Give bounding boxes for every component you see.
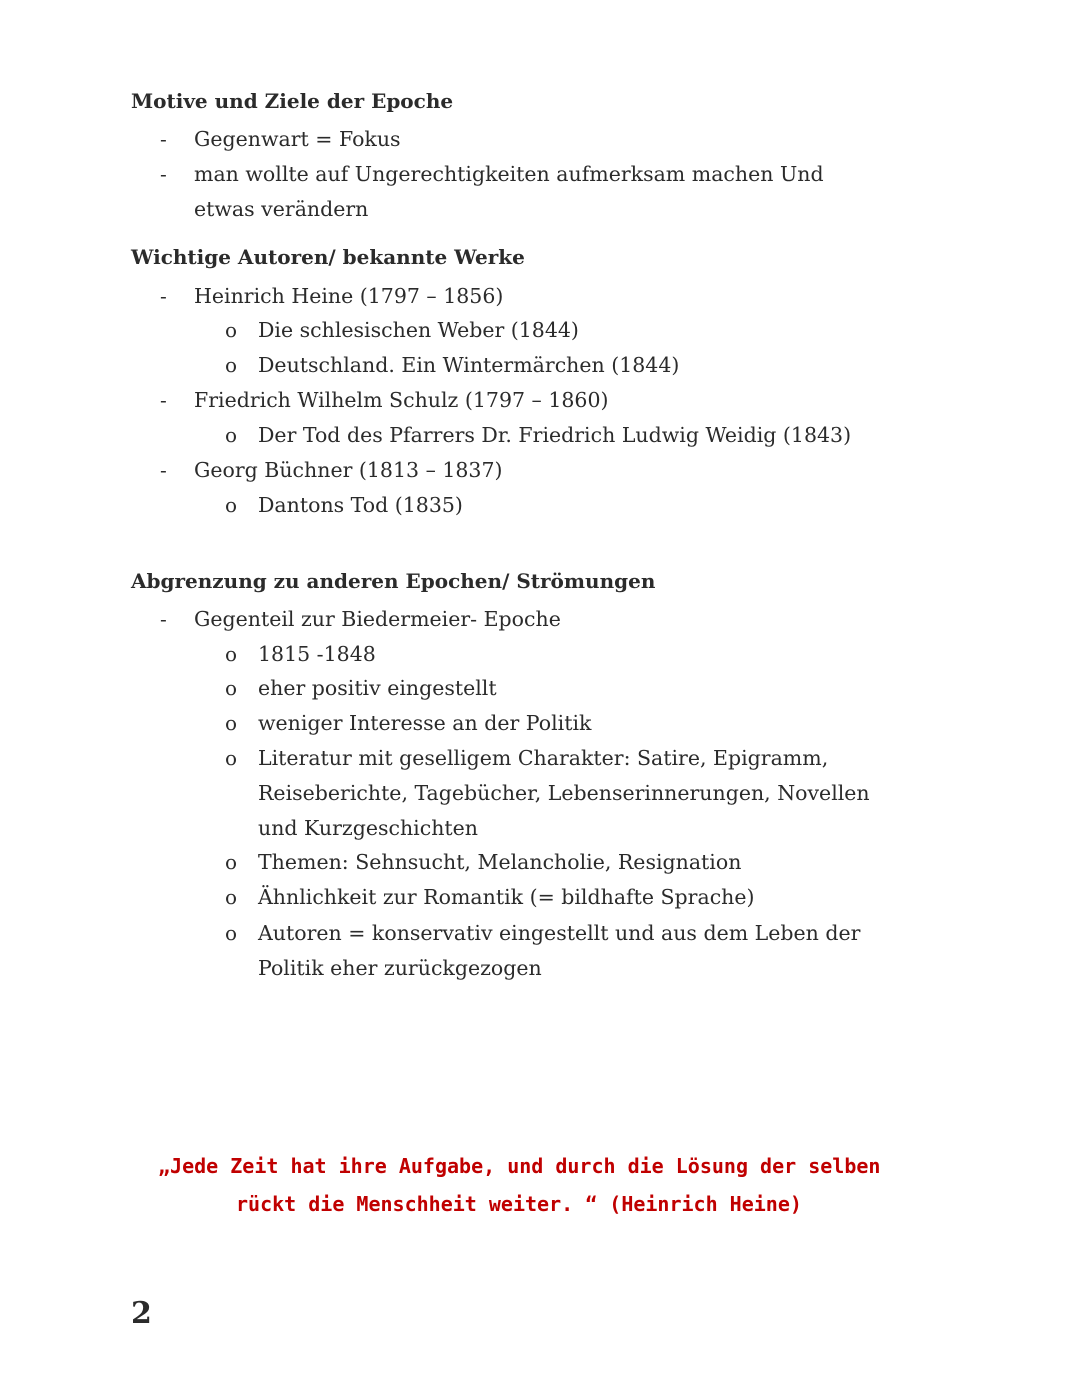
bullet-dash-icon: - xyxy=(160,284,167,308)
quote-line-1: „Jede Zeit hat ihre Aufgabe, und durch die Lösung der selben xyxy=(158,1154,881,1178)
bullet-circle-icon: o xyxy=(225,676,238,700)
work-item: Die schlesischen Weber (1844) xyxy=(258,318,579,342)
bullet-circle-icon: o xyxy=(225,921,238,945)
bullet-circle-icon: o xyxy=(225,850,238,874)
section-heading-autoren: Wichtige Autoren/ bekannte Werke xyxy=(131,245,525,269)
list-item: man wollte auf Ungerechtigkeiten aufmerksam machen Und etwas verändern xyxy=(194,162,824,221)
bullet-dash-icon: - xyxy=(160,607,167,631)
section-heading-abgrenzung: Abgrenzung zu anderen Epochen/ Strömungen xyxy=(131,569,656,593)
page-number: 2 xyxy=(131,1296,152,1331)
author-item: Friedrich Wilhelm Schulz (1797 – 1860) xyxy=(194,388,609,412)
bullet-circle-icon: o xyxy=(225,423,238,447)
list-item: Gegenteil zur Biedermeier- Epoche xyxy=(194,607,561,631)
sub-item: 1815 -1848 xyxy=(258,642,376,666)
bullet-circle-icon: o xyxy=(225,493,238,517)
bullet-dash-icon: - xyxy=(160,127,167,151)
sub-item: weniger Interesse an der Politik xyxy=(258,711,592,735)
bullet-circle-icon: o xyxy=(225,318,238,342)
sub-item: eher positiv eingestellt xyxy=(258,676,497,700)
work-item: Deutschland. Ein Wintermärchen (1844) xyxy=(258,353,680,377)
bullet-circle-icon: o xyxy=(225,353,238,377)
author-item: Georg Büchner (1813 – 1837) xyxy=(194,458,503,482)
bullet-circle-icon: o xyxy=(225,642,238,666)
bullet-circle-icon: o xyxy=(225,885,238,909)
quote-line-2: rückt die Menschheit weiter. “ (Heinrich Heine) xyxy=(236,1192,802,1216)
bullet-dash-icon: - xyxy=(160,388,167,412)
bullet-dash-icon: - xyxy=(160,162,167,186)
work-item: Dantons Tod (1835) xyxy=(258,493,463,517)
author-item: Heinrich Heine (1797 – 1856) xyxy=(194,284,504,308)
bullet-circle-icon: o xyxy=(225,711,238,735)
section-heading-motive: Motive und Ziele der Epoche xyxy=(131,89,454,113)
sub-item: Ähnlichkeit zur Romantik (= bildhafte Sprache) xyxy=(258,885,755,909)
sub-item: Literatur mit geselligem Charakter: Satire, Epigramm, Reiseberichte, Tagebücher, Lebenserinnerungen, Novellen und Kurzgeschichten xyxy=(258,746,870,840)
list-item: Gegenwart = Fokus xyxy=(194,127,401,151)
bullet-dash-icon: - xyxy=(160,458,167,482)
sub-item: Themen: Sehnsucht, Melancholie, Resignation xyxy=(258,850,742,874)
sub-item: Autoren = konservativ eingestellt und aus dem Leben der Politik eher zurückgezogen xyxy=(258,921,861,980)
work-item: Der Tod des Pfarrers Dr. Friedrich Ludwig Weidig (1843) xyxy=(258,423,852,447)
bullet-circle-icon: o xyxy=(225,746,238,770)
